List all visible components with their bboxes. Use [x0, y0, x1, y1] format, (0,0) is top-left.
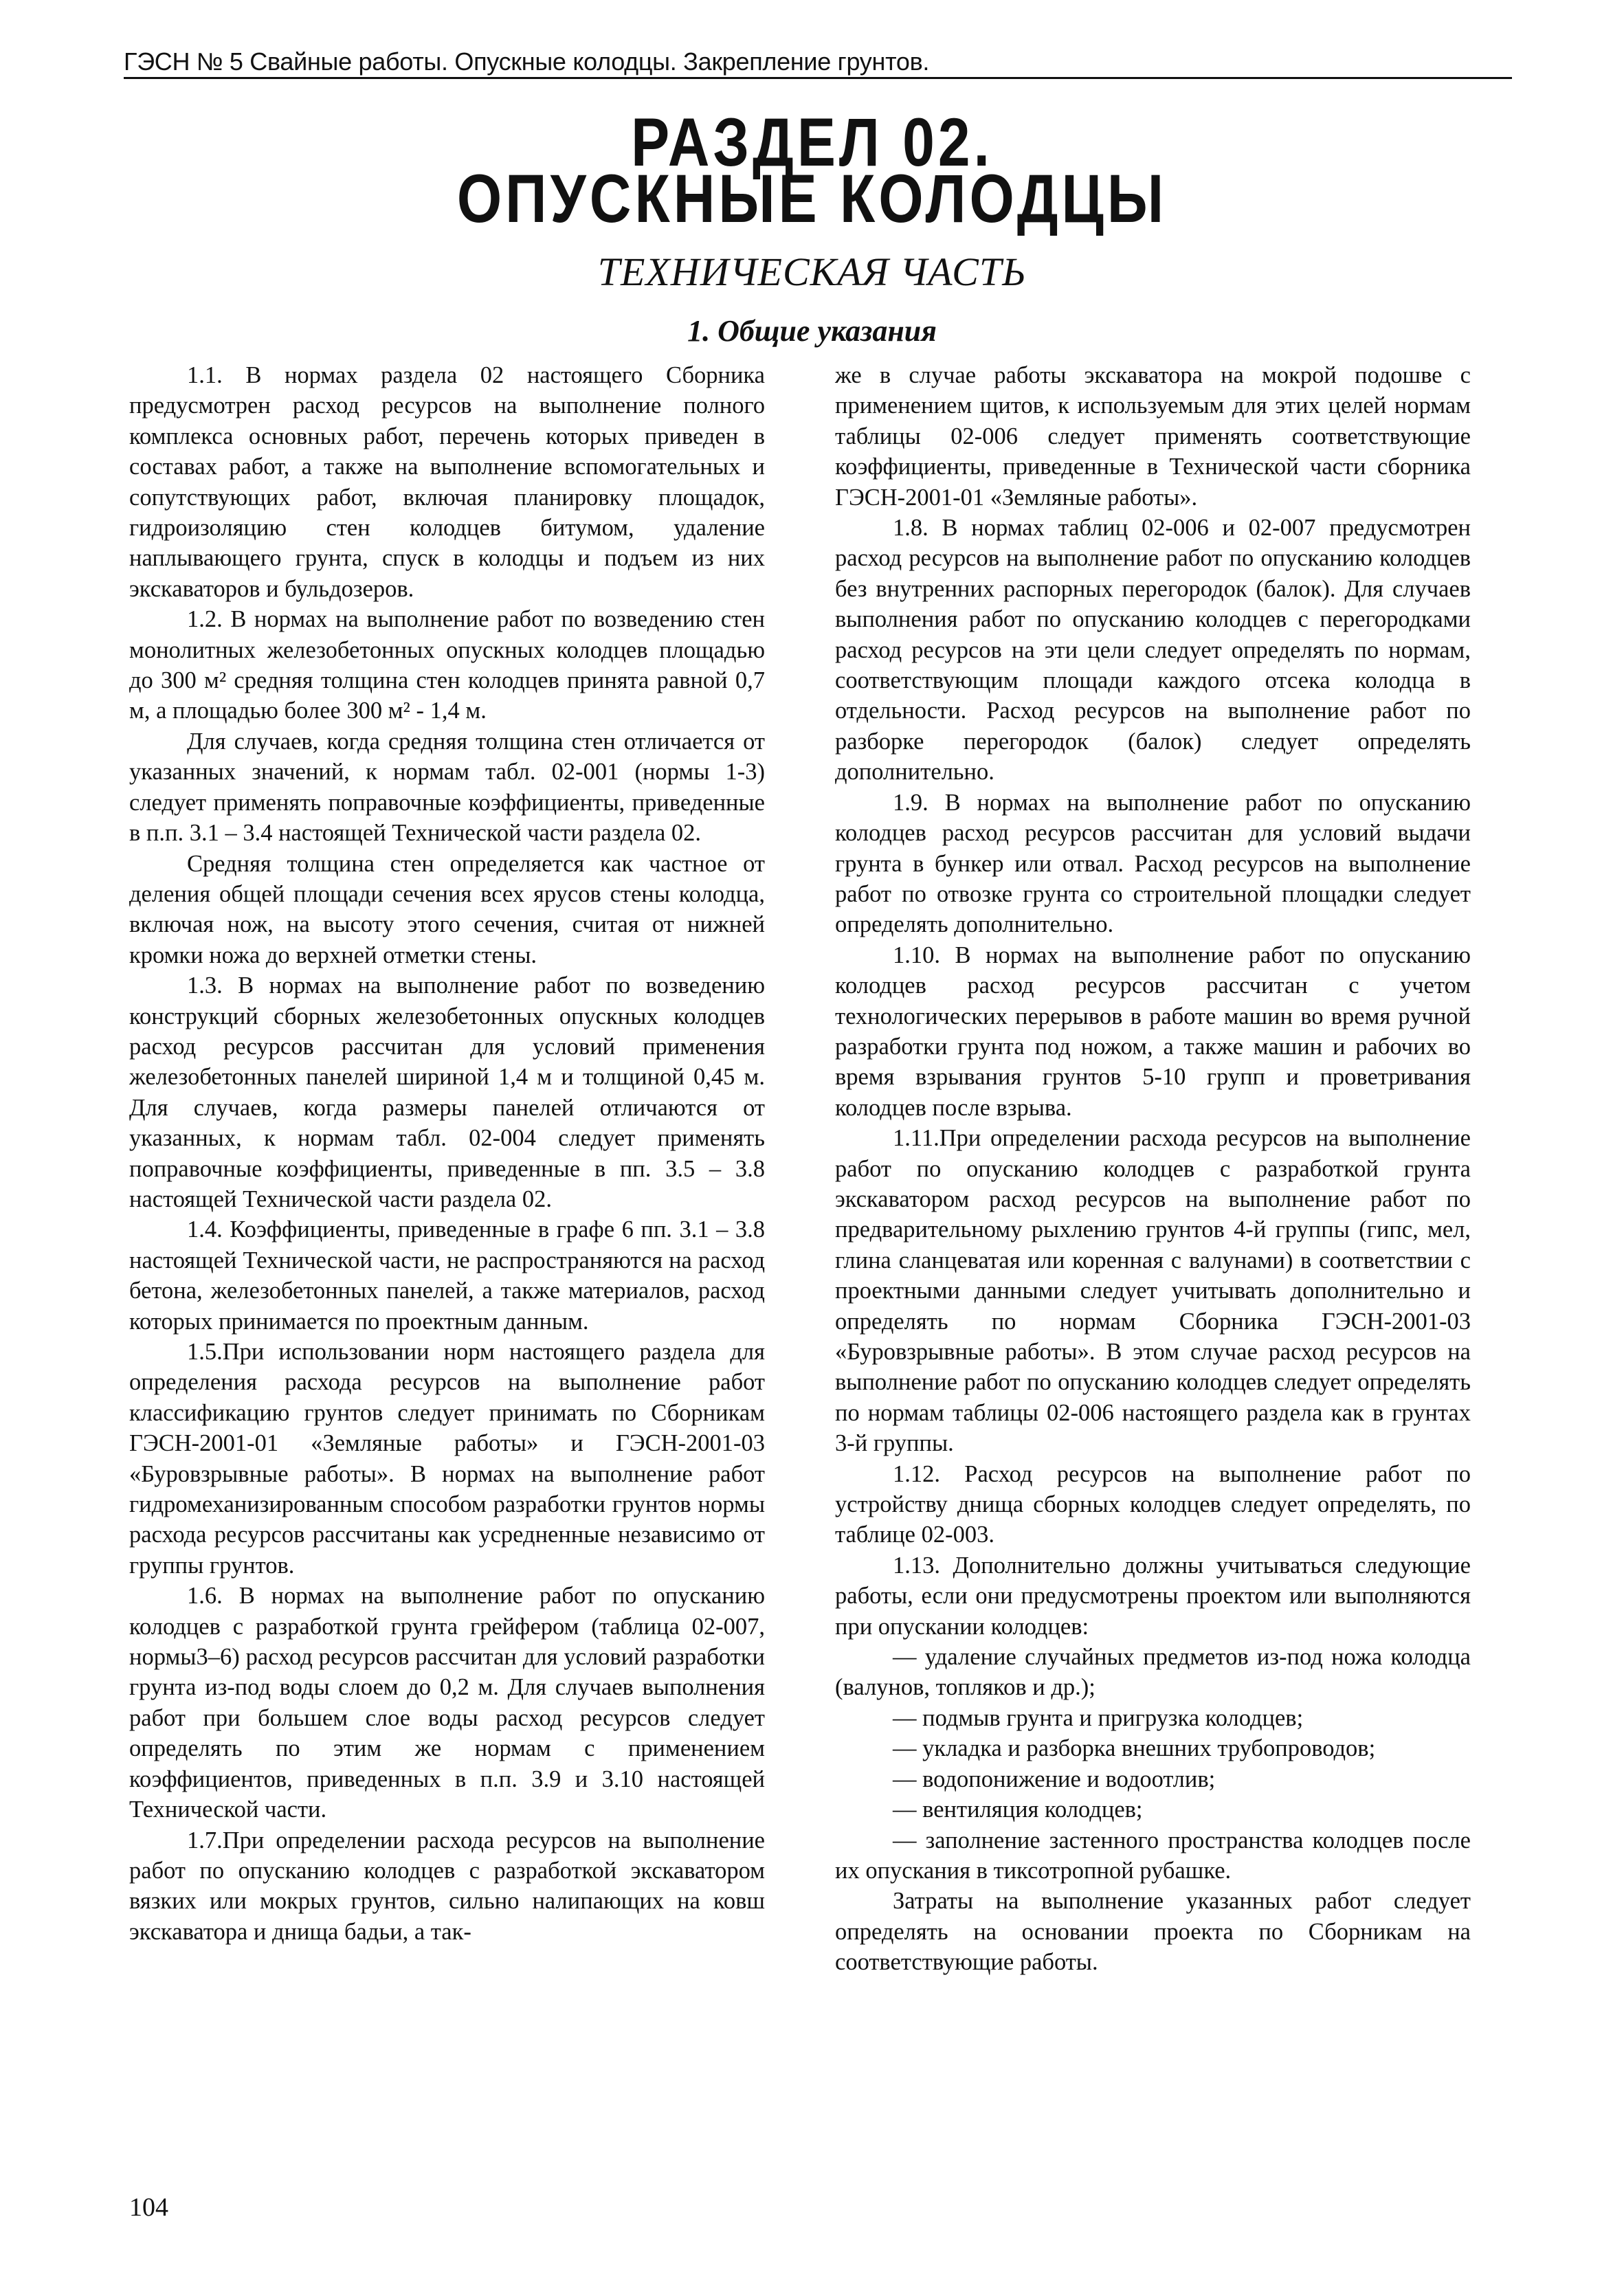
- paragraph-1-2-average: Средняя толщина стен определяется как частное от деления общей площади сечения всех ярусов стены колодца, включая нож, на высоту этого сечения, считая от нижней кромки ножа до верхней отметки стены.: [129, 850, 765, 968]
- paragraph-1-13: 1.13. Дополнительно должны учитываться следующие работы, если они предусмотрены проектом или выполняются при опускании колодцев:: [835, 1552, 1471, 1640]
- list-item: — подмыв грунта и пригрузка колодцев;: [893, 1704, 1304, 1731]
- running-head: ГЭСН № 5 Свайные работы. Опускные колодцы. Закрепление грунтов.: [124, 47, 930, 76]
- paragraph-1-12: 1.12. Расход ресурсов на выполнение работ по устройству днища сборных колодцев следует определять, по таблице 02-003.: [835, 1460, 1471, 1548]
- general-instructions-heading: 1. Общие указания: [687, 314, 937, 348]
- paragraph-1-4: 1.4. Коэффициенты, приведенные в графе 6 пп. 3.1 – 3.8 настоящей Технической части, не распространяются на расход бетона, железобетонных панелей, а также материалов, расход которых принимается по проектным данным.: [129, 1216, 765, 1335]
- technical-part-heading: ТЕХНИЧЕСКАЯ ЧАСТЬ: [597, 249, 1027, 294]
- paragraph-1-8: 1.8. В нормах таблиц 02-006 и 02-007 предусмотрен расход ресурсов на выполнение работ по опусканию колодцев без внутренних распорных перегородок (балок). Для случаев выполнения работ по опусканию колодцев с перегородками расход ресурсов на эти цели следует определять по нормам, соответствующим площади каждого отсека колодца в отдельности. Расход ресурсов на выполнение работ по разборке перегородок (балок) следует определять дополнительно.: [835, 515, 1471, 786]
- section-name-title: ОПУСКНЫЕ КОЛОДЦЫ: [456, 160, 1168, 237]
- paragraph-1-7-continued: же в случае работы экскаватора на мокрой подошве с применением щитов, к используемым для этих целей нормам таблицы 02-006 следует применять соответствующие коэффициенты, приведенные в Технической части сборника ГЭСН-2001-01 «Земляные работы».: [835, 362, 1471, 511]
- list-item: — удаление случайных предметов из-под ножа колодца (валунов, топляков и др.);: [835, 1644, 1471, 1701]
- paragraph-1-7: 1.7.При определении расхода ресурсов на выполнение работ по опусканию колодцев с разработкой экскаватором вязких или мокрых грунтов, сильно налипающих на ковш экскаватора и днища бадьи, а так-: [129, 1827, 765, 1945]
- right-text-column: [835, 360, 1471, 1978]
- paragraph-1-6: 1.6. В нормах на выполнение работ по опусканию колодцев с разработкой грунта грейфером (таблица 02-007, нормы3–6) расход ресурсов рассчитан для условий разработки грунта из-под воды слоем до 0,2 м. Для случаев выполнения работ при большем слое воды расход ресурсов следует определять по этим же нормам с применением коэффициентов, приведенных в п.п. 3.9 и 3.10 настоящей Технической части.: [129, 1583, 765, 1823]
- paragraph-1-3: 1.3. В нормах на выполнение работ по возведению конструкций сборных железобетонных опускных колодцев расход ресурсов рассчитан для условий применения железобетонных панелей шириной 1,4 м и толщиной 0,45 м. Для случаев, когда размеры панелей отличаются от указанных, к нормам табл. 02-004 следует применять поправочные коэффициенты, приведенные в пп. 3.5 – 3.8 настоящей Технической части раздела 02.: [129, 972, 765, 1212]
- header-rule: [124, 77, 1512, 79]
- paragraph-costs: Затраты на выполнение указанных работ следует определять на основании проекта по Сборникам на соответствующие работы.: [835, 1888, 1471, 1976]
- left-text-column: [129, 360, 765, 1947]
- section-number-title: РАЗДЕЛ 02.: [631, 104, 993, 181]
- list-item: — водопонижение и водоотлив;: [893, 1766, 1216, 1792]
- paragraph-1-2: 1.2. В нормах на выполнение работ по возведению стен монолитных железобетонных опускных колодцев площадью до 300 м² средняя толщина стен колодцев принята равной 0,7 м, а площадью более 300 м² - 1,4 м.: [129, 606, 765, 724]
- list-item: — вентиляция колодцев;: [893, 1796, 1143, 1823]
- paragraph-1-2-thickness: Для случаев, когда средняя толщина стен отличается от указанных значений, к нормам табл. 02-001 (нормы 1-3) следует применять поправочные коэффициенты, приведенные в п.п. 3.1 – 3.4 настоящей Технической части раздела 02.: [129, 728, 765, 847]
- list-item: — заполнение застенного пространства колодцев после их опускания в тиксотропной рубашке.: [835, 1827, 1471, 1884]
- paragraph-1-9: 1.9. В нормах на выполнение работ по опусканию колодцев расход ресурсов рассчитан для условий выдачи грунта в бункер или отвал. Расход ресурсов на выполнение работ по отвозке грунта со строительной площадки следует определять дополнительно.: [835, 789, 1471, 938]
- paragraph-1-1: 1.1. В нормах раздела 02 настоящего Сборника предусмотрен расход ресурсов на выполнение полного комплекса основных работ, перечень которых приведен в составах работ, а также на выполнение вспомогательных и сопутствующих работ, включая планировку площадок, гидроизоляцию стен колодцев битумом, удаление наплывающего грунта, спуск в колодцы и подъем из них экскаваторов и бульдозеров.: [129, 362, 765, 602]
- paragraph-1-5: 1.5.При использовании норм настоящего раздела для определения расхода ресурсов на выполнение работ классификацию грунтов следует принимать по Сборникам ГЭСН-2001-01 «Земляные работы» и ГЭСН-2001-03 «Буровзрывные работы». В нормах на выполнение работ гидромеханизированным способом разработки грунтов нормы расхода ресурсов рассчитаны как усредненные независимо от группы грунтов.: [129, 1339, 765, 1579]
- page-number: 104: [129, 2193, 168, 2222]
- list-item: — укладка и разборка внешних трубопроводов;: [893, 1735, 1376, 1762]
- paragraph-1-10: 1.10. В нормах на выполнение работ по опусканию колодцев расход ресурсов рассчитан с учетом технологических перерывов в работе машин во время ручной разработки грунта под ножом, а также машин и рабочих во время взрывания грунтов 5-10 групп и проветривания колодцев после взрыва.: [835, 942, 1471, 1121]
- paragraph-1-11: 1.11.При определении расхода ресурсов на выполнение работ по опусканию колодцев с разработкой грунта экскаватором расход ресурсов на выполнение работ по предварительному рыхлению грунтов 4-й группы (гипс, мел, глина сланцеватая или коренная с валунами) в соответствии с проектными данными следует учитывать дополнительно и определять по нормам Сборника ГЭСН-2001-03 «Буровзрывные работы». В этом случае расход ресурсов на выполнение работ по опусканию колодцев следует определять по нормам таблицы 02-006 настоящего раздела как в грунтах 3-й группы.: [835, 1125, 1471, 1457]
